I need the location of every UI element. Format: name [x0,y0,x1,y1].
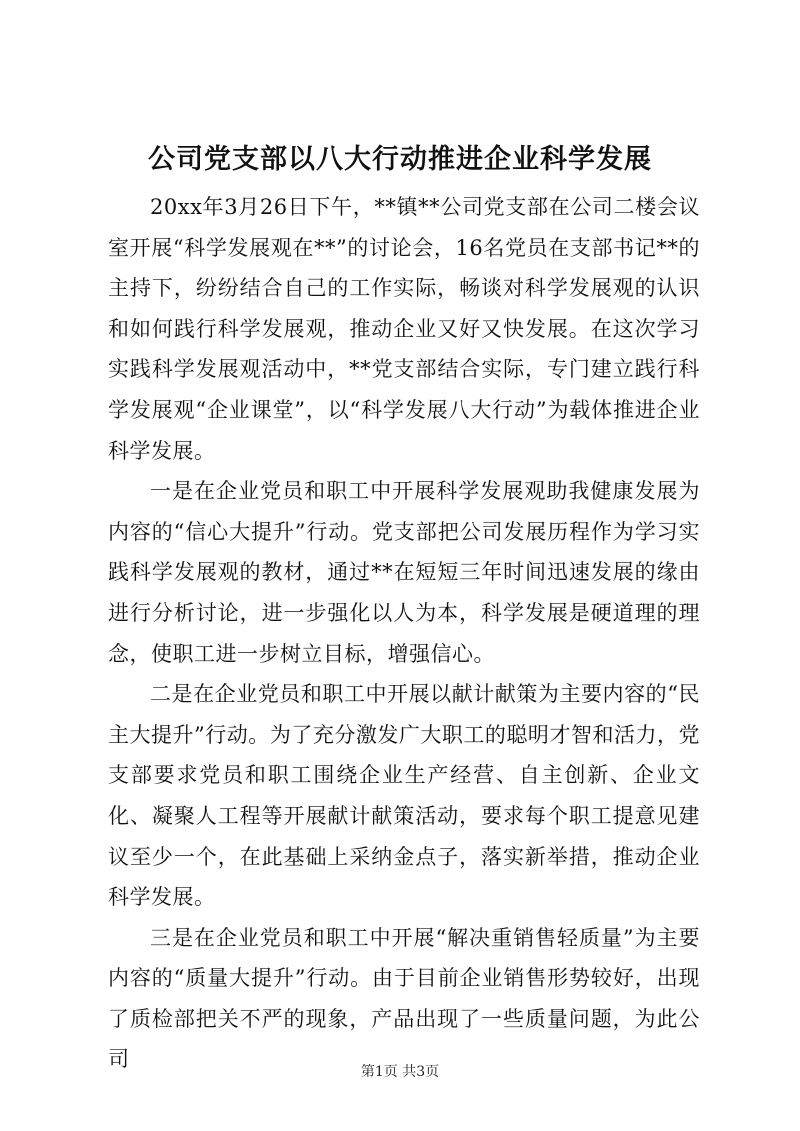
document-body [108,187,700,1080]
paragraph-intro: 20xx年3月26日下午，**镇**公司党支部在公司二楼会议室开展“科学发展观在**”的讨论会，16名党员在支部书记**的主持下，纷纷结合自己的工作实际，畅谈对科学发展观的认识和如何践行科学发展观，推动企业又好又快发展。在这次学习实践科学发展观活动中，**党支部结合实际，专门建立践行科学发展观“企业课堂”，以“科学发展八大行动”为载体推进企业科学发展。 [108,195,700,463]
paragraph-action-two: 二是在企业党员和职工中开展以献计献策为主要内容的“民主大提升”行动。为了充分激发广大职工的聪明才智和活力，党支部要求党员和职工围绕企业生产经营、自主创新、企业文化、凝聚人工程等开展献计献策活动，要求每个职工提意见建议至少一个，在此基础上采纳金点子，落实新举措，推动企业科学发展。 [108,682,700,910]
paragraph-action-three: 三是在企业党员和职工中开展“解决重销售轻质量”为主要内容的“质量大提升”行动。由于目前企业销售形势较好，出现了质检部把关不严的现象，产品出现了一些质量问题，为此公司 [108,925,700,1072]
document-title: 公司党支部以八大行动推进企业科学发展 [148,144,652,175]
page-number-footer: 第1页 共3页 [360,1064,440,1080]
paragraph-action-one: 一是在企业党员和职工中开展科学发展观助我健康发展为内容的“信心大提升”行动。党支部把公司发展历程作为学习实践科学发展观的教材，通过**在短短三年时间迅速发展的缘由进行分析讨论，进一步强化以人为本，科学发展是硬道理的理念，使职工进一步树立目标，增强信心。 [108,479,700,666]
